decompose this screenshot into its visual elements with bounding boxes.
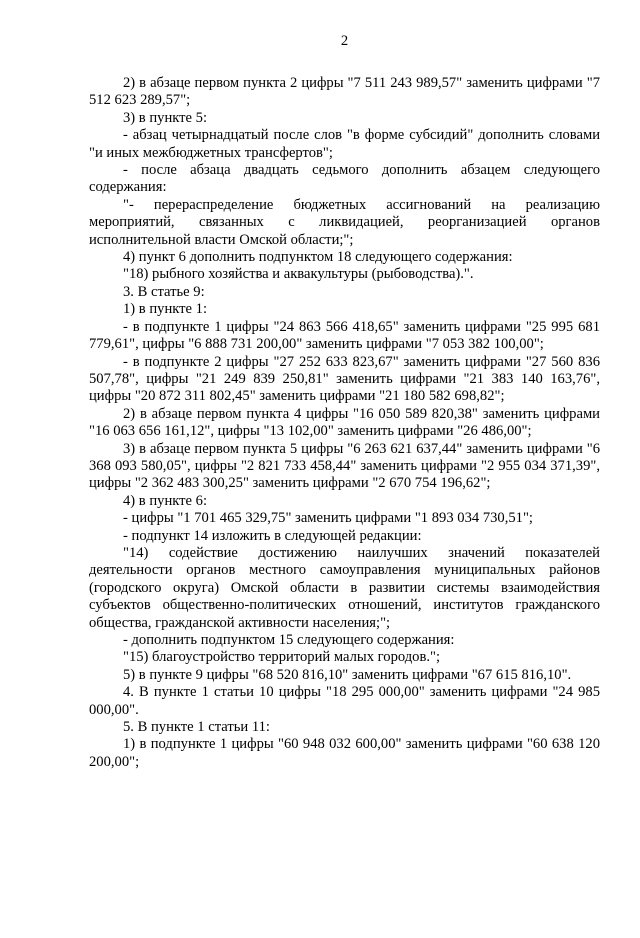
amendment-paragraph: "- перераспределение бюджетных ассигнований на реализацию мероприятий, связанных с ликвидацией, реорганизацией органов исполнительной власти Омской области;";: [89, 196, 600, 248]
amendment-paragraph: - после абзаца двадцать седьмого дополнить абзацем следующего содержания:: [89, 162, 600, 196]
amendment-paragraph: - дополнить подпунктом 15 следующего содержания:: [123, 632, 455, 648]
amendment-paragraph: - в подпункте 1 цифры "24 863 566 418,65" заменить цифрами "25 995 681 779,61", цифры "6 888 731 200,00" заменить цифрами "7 053 382 100,00";: [89, 318, 600, 353]
amendment-paragraph: - в подпункте 2 цифры "27 252 633 823,67" заменить цифрами "27 560 836 507,78", цифры "21 249 839 250,81" заменить цифрами "21 383 140 163,76", цифры "20 872 311 802,45" заменить цифрами "21 180 582 698,82";: [89, 353, 600, 405]
amendment-paragraph: 4) в пункте 6:: [123, 492, 208, 509]
amendment-paragraph: "15) благоустройство территорий малых городов.";: [123, 649, 441, 666]
amendment-paragraph: "14) содействие достижению наилучших значений показателей деятельности органов местного самоуправления муниципальных районов (городского округа) Омской области в развитии системы взаимодействия субъектов общественно-политических отношений, институтов гражданского общества, гражданской активности населения;";: [89, 544, 600, 631]
amendment-paragraph: 2) в абзаце первом пункта 2 цифры "7 511 243 989,57" заменить цифрами "7 512 623 289,57";: [89, 75, 600, 109]
amendment-paragraph: "18) рыбного хозяйства и аквакультуры (рыбоводства).".: [123, 266, 474, 283]
page-number: 2: [340, 33, 349, 49]
section-heading: 5. В пункте 1 статьи 11:: [123, 719, 270, 736]
document-page: [0, 33, 640, 938]
amendment-paragraph: 2) в абзаце первом пункта 4 цифры "16 050 589 820,38" заменить цифрами "16 063 656 161,12", цифры "13 102,00" заменить цифрами "26 486,00";: [89, 405, 600, 440]
amendment-paragraph: - абзац четырнадцатый после слов "в форме субсидий" дополнить словами "и иных межбюджетных трансфертов";: [89, 127, 600, 161]
amendment-paragraph: 3) в пункте 5:: [123, 109, 208, 126]
section-heading: 3. В статье 9:: [123, 283, 205, 300]
amendment-paragraph: 1) в подпункте 1 цифры "60 948 032 600,00" заменить цифрами "60 638 120 200,00";: [89, 736, 600, 770]
amendment-paragraph: 1) в пункте 1:: [123, 301, 208, 318]
amendment-paragraph: 4) пункт 6 дополнить подпунктом 18 следующего содержания:: [123, 249, 513, 266]
amendment-paragraph: - цифры "1 701 465 329,75" заменить цифрами "1 893 034 730,51";: [123, 510, 533, 527]
section-heading: 4. В пункте 1 статьи 10 цифры "18 295 000,00" заменить цифрами "24 985 000,00".: [89, 684, 600, 718]
amendment-paragraph: 5) в пункте 9 цифры "68 520 816,10" заменить цифрами "67 615 816,10".: [123, 666, 572, 683]
amendment-paragraph: - подпункт 14 изложить в следующей редакции:: [123, 527, 422, 544]
amendment-paragraph: 3) в абзаце первом пункта 5 цифры "6 263 621 637,44" заменить цифрами "6 368 093 580,05", цифры "2 821 733 458,44" заменить цифрами "2 955 034 371,39", цифры "2 362 483 300,25" заменить цифрами "2 670 754 196,62";: [89, 440, 600, 492]
